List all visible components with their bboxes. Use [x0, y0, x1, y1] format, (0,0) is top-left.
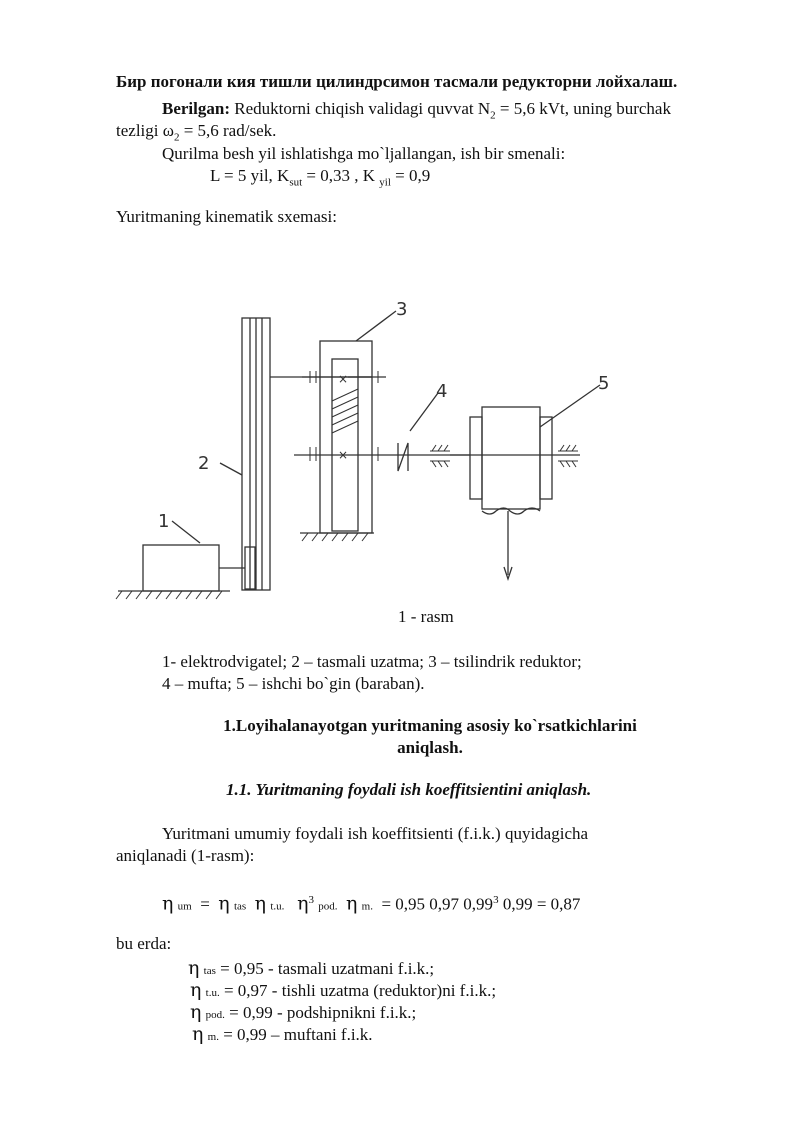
params-line: L = 5 yil, $K_{sut} = 0,33$ , K $_{yil}$ = 0,9: [210, 166, 431, 189]
paragraph-line-1: Yuritmani umumiy foydali ish koeffitsienti (f.i.k.) quyidagicha: [162, 824, 589, 843]
legend-line-2: 4 – mufta; 5 – ishchi bo`gin (baraban).: [162, 674, 425, 693]
coupling-shape: [398, 443, 408, 471]
section-heading-1: 1.Loyihalanayotgan yuritmaning asosiy ko`rsatkichlarini: [223, 716, 637, 735]
figure-label-4: 4: [436, 381, 448, 402]
drum-shape: [482, 407, 540, 509]
legend-line-1: 1- elektrodvigatel; 2 – tasmali uzatma; 3 – tsilindrik reduktor;: [162, 652, 582, 671]
definition-eta-m: η m. = 0,99 – muftani f.i.k.: [192, 1023, 373, 1045]
purpose-line: Qurilma besh yil ishlatishga mo`ljallangan, ish bir smenali:: [162, 144, 566, 163]
given-line-2: tezligi $\omega_2 = 5,6$ rad/sek.: [116, 121, 277, 144]
paragraph-line-2: aniqlanadi (1-rasm):: [116, 846, 255, 865]
svg-text:×: ×: [338, 448, 349, 462]
reducer-shape: [320, 341, 372, 533]
figure-label-3: 3: [396, 299, 408, 320]
figure-label-2: 2: [198, 453, 210, 474]
svg-text:×: ×: [338, 372, 349, 386]
figure-label-5: 5: [598, 373, 610, 394]
where-label: bu erda:: [116, 934, 172, 953]
figure-caption: 1 - rasm: [398, 607, 454, 626]
scheme-title: Yuritmaning kinematik sxemasi:: [116, 207, 337, 226]
section-heading-1-cont: aniqlash.: [397, 738, 463, 757]
subsection-heading-1-1: 1.1. Yuritmaning foydali ish koeffitsientini aniqlash.: [226, 780, 592, 799]
definition-eta-pod: η pod. = 0,99 - podshipnikni f.i.k.;: [190, 1001, 417, 1023]
motor-shape: [143, 545, 219, 591]
definition-eta-tu: η t.u. = 0,97 - tishli uzatma (reduktor)ni f.i.k.;: [190, 979, 497, 1001]
definition-eta-tas: η tas = 0,95 - tasmali uzatmani f.i.k.;: [188, 957, 435, 979]
kinematic-scheme-figure: [110, 285, 630, 615]
page-title: Бир погонали кия тишли цилиндрсимон тасмали редукторни лойхалаш.: [116, 72, 678, 91]
efficiency-formula: η um = η tas η t.u. $\eta^3$ pod. η m. = 0,95 0,97 0,99$^3$ 0,99 = 0,87: [162, 892, 581, 915]
figure-label-1: 1: [158, 511, 170, 532]
given-line: Berilgan: Reduktorni chiqish validagi quvvat $N_2 = 5,6$ kVt, uning burchak: [162, 99, 671, 122]
